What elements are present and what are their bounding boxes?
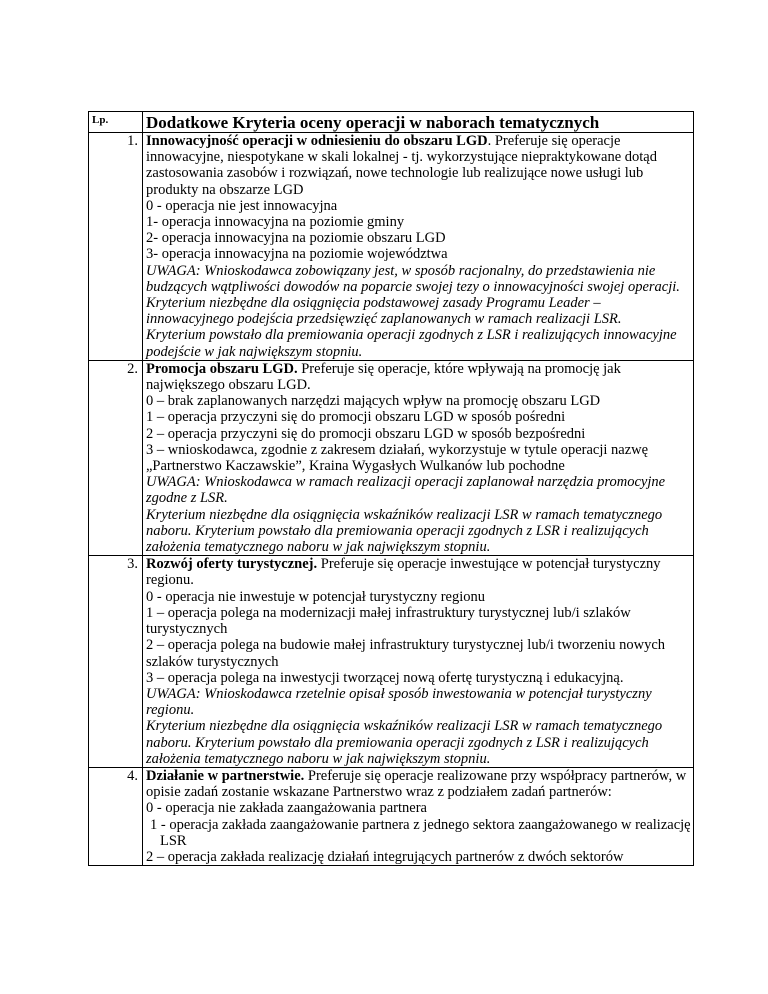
option-item: 1 - operacja zakłada zaangażowanie partnera z jednego sektora zaangażowanego w realizację LSR: [150, 816, 691, 849]
option-item: 3 – operacja polega na inwestycji tworzącej nową ofertę turystyczną i edukacyjną.: [146, 669, 624, 686]
row-content: [143, 133, 694, 361]
criterion-description: [146, 133, 691, 198]
option-item: 1- operacja innowacyjna na poziomie gminy: [146, 214, 405, 231]
option-item: 2 – operacja zakłada realizację działań integrujących partnerów z dwóch sektorów: [146, 848, 624, 865]
option-item: 2 – operacja polega na budowie małej infrastruktury turystycznej lub/i tworzeniu nowych szlaków turystycznych: [146, 637, 666, 670]
option-item: 0 - operacja nie jest innowacyjna: [146, 197, 338, 214]
table-header-row: [89, 112, 694, 133]
criterion-intro: Preferuje się operacje inwestujące w potencjał turystyczny regionu.: [146, 556, 661, 589]
criterion-intro: . Preferuje się operacje innowacyjne, niespotykane w skali lokalnej - tj. wykorzystujące niepraktykowane dotąd zastosowania zasobów i rozwiązań, nowe technologie lub realizujące nowe usługi lub produkty na obszarze LGD: [146, 133, 657, 198]
row-content: [143, 767, 694, 865]
option-item: 0 - operacja nie zakłada zaangażowania partnera: [146, 800, 427, 817]
table-row: [89, 556, 694, 768]
row-number: 2.: [89, 360, 143, 555]
criterion-title: Promocja obszaru LGD.: [146, 360, 298, 377]
header-title: Dodatkowe Kryteria oceny operacji w naborach tematycznych: [143, 112, 694, 133]
option-item: 2- operacja innowacyjna na poziomie obszaru LGD: [146, 230, 446, 247]
row-number: 3.: [89, 556, 143, 768]
criterion-description: [146, 768, 691, 800]
option-item: 1 – operacja przyczyni się do promocji obszaru LGD w sposób pośredni: [146, 409, 566, 426]
row-content: [143, 556, 694, 768]
option-item: 2 – operacja przyczyni się do promocji obszaru LGD w sposób bezpośredni: [146, 425, 586, 442]
table-row: [89, 767, 694, 865]
option-item: 0 - operacja nie inwestuje w potencjał turystyczny regionu: [146, 588, 486, 605]
header-lp: Lp.: [89, 112, 143, 133]
note-text: Kryterium niezbędne dla osiągnięcia podstawowej zasady Programu Leader – innowacyjnego podejścia przedsięwzięć zaplanowanych w ramach realizacji LSR.: [146, 295, 622, 328]
option-item: 1 – operacja polega na modernizacji małej infrastruktury turystycznej lub/i szlaków turystycznych: [146, 604, 631, 638]
note-warning: UWAGA: Wnioskodawca rzetelnie opisał sposób inwestowania w potencjał turystyczny regionu.: [146, 685, 652, 719]
note-warning: UWAGA: Wnioskodawca zobowiązany jest, w sposób racjonalny, do przedstawienia nie budzących wątpliwości dowodów na poparcie swojej tezy o innowacyjności swojej operacji.: [146, 262, 680, 295]
criteria-table: [88, 111, 694, 866]
criterion-title: Rozwój oferty turystycznej.: [146, 556, 318, 573]
row-number: 4.: [89, 767, 143, 865]
criterion-intro: Preferuje się operacje, które wpływają na promocję jak największego obszaru LGD.: [146, 360, 621, 394]
table-row: [89, 133, 694, 361]
option-item: 3 – wnioskodawca, zgodnie z zakresem działań, wykorzystuje w tytule operacji nazwę „Partnerstwo Kaczawskie”, Kraina Wygasłych Wulkanów lub pochodne: [146, 441, 649, 475]
criterion-description: [146, 556, 691, 588]
table-row: [89, 360, 694, 555]
row-content: [143, 360, 694, 555]
criterion-title: Innowacyjność operacji w odniesieniu do obszaru LGD: [146, 133, 488, 149]
note-text: Kryterium niezbędne dla osiągnięcia wskaźników realizacji LSR w ramach tematycznego naboru. Kryterium powstało dla premiowania operacji zgodnych z LSR i realizujących założenia tematycznego naboru w jak największym stopniu.: [146, 506, 663, 556]
option-item: 3- operacja innowacyjna na poziomie województwa: [146, 246, 448, 263]
row-number: 1.: [89, 133, 143, 361]
note-warning: UWAGA: Wnioskodawca w ramach realizacji operacji zaplanował narzędzia promocyjne zgodne z LSR.: [146, 474, 666, 507]
criterion-description: [146, 361, 691, 393]
criterion-title: Działanie w partnerstwie.: [146, 767, 305, 784]
note-text: Kryterium powstało dla premiowania operacji zgodnych z LSR i realizujących innowacyjne podejście w jak największym stopniu.: [146, 327, 677, 360]
note-text: Kryterium niezbędne dla osiągnięcia wskaźników realizacji LSR w ramach tematycznego naboru. Kryterium powstało dla premiowania operacji zgodnych z LSR i realizujących założenia tematycznego naboru w jak największym stopniu.: [146, 718, 663, 767]
option-item: 0 – brak zaplanowanych narzędzi mających wpływ na promocję obszaru LGD: [146, 393, 601, 410]
criterion-intro: Preferuje się operacje realizowane przy współpracy partnerów, w opisie zadań zostanie wskazane Partnerstwo wraz z podziałem zadań partnerów:: [146, 767, 687, 801]
